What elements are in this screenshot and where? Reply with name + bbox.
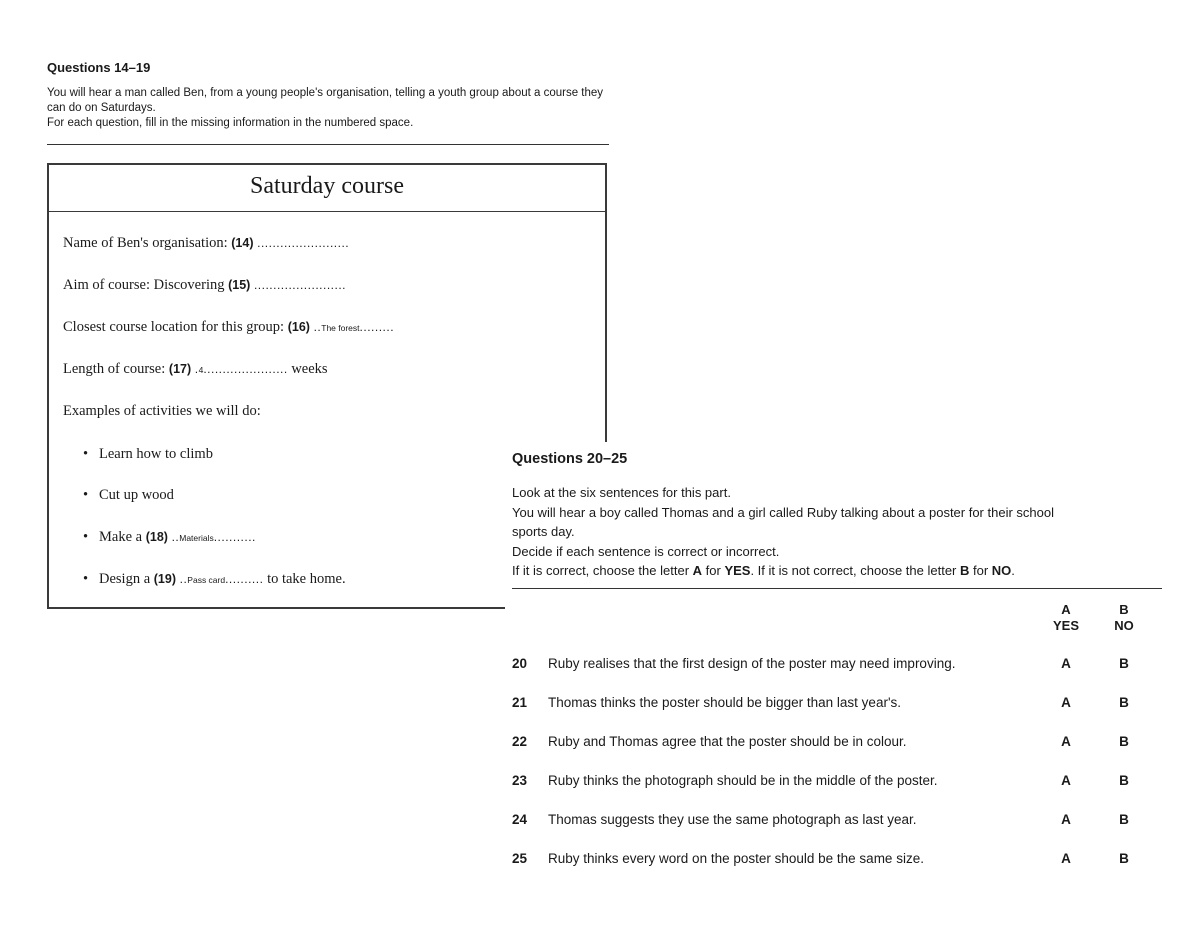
filled-answer: 4 (198, 365, 204, 375)
option-b[interactable]: B (1119, 773, 1129, 788)
question-number: 22 (512, 734, 528, 749)
option-a[interactable]: A (1061, 812, 1071, 827)
option-b[interactable]: B (1119, 734, 1129, 749)
field-suffix: weeks (291, 361, 328, 377)
answer-blank[interactable]: ........................ (253, 278, 346, 292)
field-suffix: to take home. (267, 571, 346, 587)
question-row-23 (512, 773, 1152, 793)
question-number: 20 (512, 656, 528, 671)
instruction-text: sports day. (512, 524, 575, 539)
question-number: 23 (512, 773, 528, 788)
answer-blank[interactable]: ........................ (257, 236, 350, 250)
filled-answer: Materials (179, 533, 214, 543)
answer-blank[interactable]: ..Pass card.......... (179, 572, 264, 586)
option-a[interactable]: A (1061, 695, 1071, 710)
instruction-text: If it is correct, choose the letter A for YES. If it is not correct, choose the letter B for NO. (512, 563, 1015, 578)
question-text: Thomas thinks the poster should be bigger than last year's. (548, 695, 902, 710)
field-16 (63, 319, 394, 336)
question-number: 24 (512, 812, 528, 827)
question-number: (17) (168, 362, 192, 376)
question-text: Ruby thinks the photograph should be in the middle of the poster. (548, 773, 938, 788)
question-number: (16) (287, 320, 310, 334)
card-title: Saturday course (250, 173, 404, 199)
divider (512, 588, 1162, 589)
question-text: Ruby and Thomas agree that the poster should be in colour. (548, 734, 907, 749)
section2-instructions (512, 483, 1152, 581)
section1-heading: Questions 14–19 (47, 60, 151, 75)
question-text: Thomas suggests they use the same photograph as last year. (548, 812, 917, 827)
option-b[interactable]: B (1119, 812, 1129, 827)
bullet-item: • Cut up wood (83, 487, 174, 503)
question-row-21 (512, 695, 1152, 715)
field-label: Closest course location for this group: (63, 319, 285, 335)
instruction-text: For each question, fill in the missing information in the numbered space. (47, 117, 414, 129)
instruction-text: You will hear a man called Ben, from a young people's organisation, telling a youth group about a course they can do on Saturdays. (47, 87, 604, 114)
question-number: 21 (512, 695, 528, 710)
question-number: (19) (153, 572, 176, 586)
option-b[interactable]: B (1119, 695, 1129, 710)
answer-blank[interactable]: ..Materials........... (171, 530, 256, 544)
option-a[interactable]: A (1061, 734, 1071, 749)
question-number: 25 (512, 851, 528, 866)
option-b[interactable]: B (1119, 656, 1129, 671)
section1-instructions (47, 86, 617, 131)
option-a[interactable]: A (1061, 656, 1071, 671)
option-a[interactable]: A (1061, 851, 1071, 866)
option-a[interactable]: A (1061, 773, 1071, 788)
bullet-item-18: • Make a (18) ..Materials........... (83, 529, 256, 545)
field-15 (63, 277, 346, 294)
question-number: (18) (145, 530, 168, 544)
question-number: (14) (231, 236, 254, 250)
examples-heading: Examples of activities we will do: (63, 403, 261, 419)
answer-blank[interactable]: ..The forest......... (313, 320, 395, 334)
card-header (49, 165, 605, 212)
divider (47, 144, 609, 145)
question-row-24 (512, 812, 1152, 832)
question-row-22 (512, 734, 1152, 754)
column-header-b: B NO (1114, 602, 1134, 633)
question-row-25 (512, 851, 1152, 871)
question-row-20 (512, 656, 1152, 676)
bullet-item: • Learn how to climb (83, 446, 213, 462)
filled-answer: The forest (321, 323, 360, 333)
question-number: (15) (228, 278, 251, 292)
question-text: Ruby thinks every word on the poster should be the same size. (548, 851, 924, 866)
section2-heading: Questions 20–25 (512, 451, 628, 467)
answer-blank[interactable]: .4...................... (194, 362, 288, 376)
field-label: Length of course: (63, 361, 166, 377)
filled-answer: Pass card (187, 575, 226, 585)
question-text: Ruby realises that the first design of the poster may need improving. (548, 656, 956, 671)
instruction-text: Look at the six sentences for this part. (512, 485, 731, 500)
instruction-text: You will hear a boy called Thomas and a girl called Ruby talking about a poster for their school (512, 504, 1054, 520)
field-label: Name of Ben's organisation: (63, 235, 228, 251)
bullet-item-19: • Design a (19) ..Pass card.......... to take home. (83, 571, 346, 587)
field-17 (63, 361, 328, 378)
option-b[interactable]: B (1119, 851, 1129, 866)
instruction-text: Decide if each sentence is correct or incorrect. (512, 543, 780, 559)
field-14 (63, 235, 349, 252)
field-label: Aim of course: Discovering (63, 277, 225, 293)
column-header-a: A YES (1052, 602, 1079, 633)
